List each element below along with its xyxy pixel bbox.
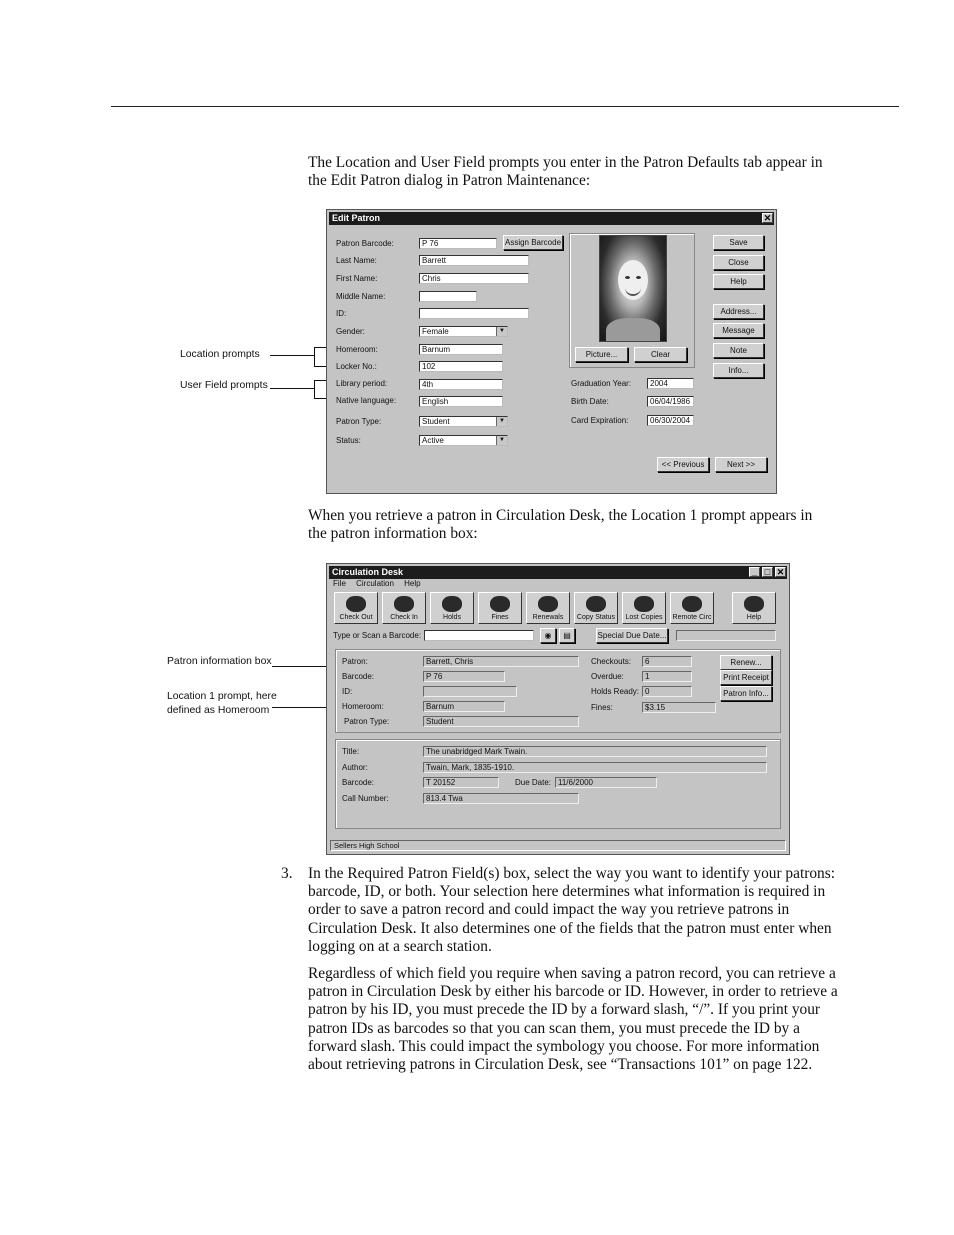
- overdue-value: 1: [642, 671, 692, 682]
- toolbar-help[interactable]: Help: [732, 592, 776, 624]
- menu-bar: [333, 579, 429, 588]
- id-field[interactable]: [419, 308, 529, 319]
- toolbar-holds[interactable]: Holds: [430, 592, 474, 624]
- gender-select[interactable]: [419, 326, 508, 337]
- edit-patron-titlebar: [329, 212, 774, 225]
- callout-line: [270, 355, 314, 356]
- item-title-value: The unabridged Mark Twain.: [423, 746, 767, 757]
- label-last-name: Last Name:: [336, 256, 377, 265]
- scan-barcode-input[interactable]: [424, 630, 534, 641]
- label-id: ID:: [336, 309, 347, 318]
- patron-barcode-field[interactable]: P 76: [419, 238, 497, 249]
- middle-name-field[interactable]: [419, 291, 477, 302]
- item-author-value: Twain, Mark, 1835-1910.: [423, 762, 767, 773]
- callout-line: [270, 388, 314, 389]
- intro-paragraph-2: When you retrieve a patron in Circulation Desk, the Location 1 prompt appears in the patron information box:: [308, 507, 813, 543]
- label-overdue: Overdue:: [591, 672, 624, 681]
- book-icon: ▤: [563, 631, 571, 640]
- label-library-period: Library period:: [336, 379, 388, 388]
- homeroom-value: Barnum: [423, 701, 505, 712]
- last-name-field[interactable]: Barrett: [419, 255, 529, 266]
- toolbar-fines[interactable]: Fines: [478, 592, 522, 624]
- label-homeroom-circ: Homeroom:: [342, 702, 384, 711]
- callout-location1-line2: defined as Homeroom: [167, 705, 270, 716]
- callout-bracket: [314, 398, 326, 399]
- minimize-icon[interactable]: _: [749, 567, 760, 577]
- status-bar: Sellers High School: [330, 840, 786, 851]
- toolbar-check-out[interactable]: Check Out: [334, 592, 378, 624]
- label-due-date: Due Date:: [515, 778, 552, 787]
- gender-value: Female: [422, 327, 449, 336]
- label-card-expiration: Card Expiration:: [571, 416, 629, 425]
- label-middle-name: Middle Name:: [336, 292, 386, 301]
- label-fines: Fines:: [591, 703, 613, 712]
- holds-ready-value: 0: [642, 686, 692, 697]
- fines-value: $3.15: [642, 702, 716, 713]
- label-patron-barcode-circ: Barcode:: [342, 672, 375, 681]
- label-patron-id-circ: ID:: [342, 687, 353, 696]
- book-search-button[interactable]: [559, 628, 575, 643]
- graduation-year-field[interactable]: 2004: [647, 378, 694, 389]
- menu-help[interactable]: Help: [404, 579, 421, 588]
- step-paragraph-1: In the Required Patron Field(s) box, select the way you want to identify your patrons: barcode, ID, or both. Your selection here determines what information is required in order to save a patron record and could impact the way you retrieve patrons in Circulation Desk. It also determines one of the fields that the patron must enter when logging on at a search station.: [308, 865, 836, 955]
- print-receipt-button[interactable]: Print Receipt: [720, 670, 772, 685]
- patron-type-value-circ: Student: [423, 716, 579, 727]
- close-icon[interactable]: ✕: [776, 567, 785, 577]
- patron-photo: [599, 235, 667, 342]
- step-number: 3.: [281, 865, 293, 882]
- item-barcode-value: T 20152: [423, 777, 499, 788]
- clear-button[interactable]: Clear: [634, 347, 687, 362]
- close-button[interactable]: Close: [713, 255, 764, 270]
- circ-titlebar: [329, 566, 787, 579]
- lost-copies-icon: [634, 596, 654, 612]
- fines-icon: [490, 596, 510, 612]
- step-paragraph-2: Regardless of which field you require when saving a patron record, you can retrieve a patron in Circulation Desk by either his barcode or ID. However, in order to retrieve a patron by his ID, you must precede the ID by a forward slash, “/”. If you print your patron IDs as barcodes so that you can scan them, you must precede the ID by a forward slash. This could impact the symbology you choose. For more information about retrieving patrons in Circulation Desk, see “Transactions 101” on page 122.: [308, 965, 838, 1074]
- special-due-date-field: [676, 630, 776, 641]
- label-graduation-year: Graduation Year:: [571, 379, 632, 388]
- label-item-barcode: Barcode:: [342, 778, 375, 787]
- label-homeroom: Homeroom:: [336, 345, 378, 354]
- chevron-down-icon[interactable]: ▼: [496, 417, 507, 426]
- card-expiration-field[interactable]: 06/30/2004: [647, 415, 694, 426]
- label-locker: Locker No.:: [336, 362, 377, 371]
- label-patron: Patron:: [342, 657, 368, 666]
- status-value: Active: [422, 436, 444, 445]
- binoculars-icon: ◉: [544, 631, 552, 640]
- toolbar-check-in[interactable]: Check In: [382, 592, 426, 624]
- intro-paragraph-1: The Location and User Field prompts you enter in the Patron Defaults tab appear in the Edit Patron dialog in Patron Maintenance:: [308, 154, 823, 190]
- address-button[interactable]: Address...: [713, 304, 764, 319]
- native-language-field[interactable]: English: [419, 396, 503, 407]
- due-date-value: 11/6/2000: [555, 777, 657, 788]
- next-button[interactable]: Next >>: [715, 457, 767, 472]
- menu-file[interactable]: File: [333, 579, 346, 588]
- homeroom-field[interactable]: Barnum: [419, 344, 503, 355]
- callout-bracket: [314, 347, 326, 348]
- save-button[interactable]: Save: [713, 235, 764, 250]
- toolbar-lost-copies[interactable]: Lost Copies: [622, 592, 666, 624]
- edit-patron-dialog: [326, 209, 777, 494]
- label-holds-ready: Holds Ready:: [591, 687, 640, 696]
- search-binoculars-button[interactable]: [540, 628, 556, 643]
- label-patron-type-circ: Patron Type:: [344, 717, 390, 726]
- call-number-value: 813.4 Twa: [423, 793, 579, 804]
- label-status: Status:: [336, 436, 361, 445]
- label-patron-type: Patron Type:: [336, 417, 382, 426]
- check-in-icon: [394, 596, 414, 612]
- patron-type-value: Student: [422, 417, 450, 426]
- label-checkouts: Checkouts:: [591, 657, 632, 666]
- header-rule: [111, 106, 899, 107]
- callout-user-field-prompts: User Field prompts: [180, 380, 268, 391]
- label-item-title: Title:: [342, 747, 360, 756]
- callout-bracket: [314, 366, 326, 367]
- patron-type-select[interactable]: [419, 416, 508, 427]
- help-icon: [744, 596, 764, 612]
- renew-button[interactable]: Renew...: [720, 655, 772, 670]
- message-button[interactable]: Message: [713, 323, 764, 338]
- patron-id-value: [423, 686, 517, 697]
- callout-bracket: [314, 380, 326, 381]
- toolbar-copy-status[interactable]: Copy Status: [574, 592, 618, 624]
- library-period-field[interactable]: 4th: [419, 379, 503, 390]
- chevron-down-icon[interactable]: ▼: [496, 436, 507, 445]
- special-due-date-button[interactable]: Special Due Date...: [596, 628, 668, 643]
- label-item-author: Author:: [342, 763, 368, 772]
- check-out-icon: [346, 596, 366, 612]
- callout-bracket: [314, 380, 315, 398]
- locker-field[interactable]: 102: [419, 361, 503, 372]
- callout-location1-line1: Location 1 prompt, here: [167, 691, 277, 702]
- help-button[interactable]: Help: [713, 274, 764, 289]
- circ-title: Circulation Desk: [332, 567, 404, 577]
- callout-patron-info-box: Patron information box: [167, 656, 272, 667]
- checkouts-value: 6: [642, 656, 692, 667]
- toolbar-remote-circ[interactable]: Remote Circ: [670, 592, 714, 624]
- renewals-icon: [538, 596, 558, 612]
- patron-barcode-value: P 76: [423, 671, 505, 682]
- edit-patron-title: Edit Patron: [332, 213, 381, 223]
- callout-location-prompts: Location prompts: [180, 349, 260, 360]
- copy-status-icon: [586, 596, 606, 612]
- toolbar-renewals[interactable]: Renewals: [526, 592, 570, 624]
- callout-bracket: [314, 347, 315, 366]
- first-name-field[interactable]: Chris: [419, 273, 529, 284]
- maximize-icon[interactable]: □: [762, 567, 773, 577]
- note-button[interactable]: Note: [713, 343, 764, 358]
- remote-circ-icon: [682, 596, 702, 612]
- label-birth-date: Birth Date:: [571, 397, 609, 406]
- close-icon[interactable]: ✕: [763, 213, 772, 223]
- assign-barcode-button[interactable]: Assign Barcode: [503, 235, 563, 250]
- picture-button[interactable]: Picture...: [575, 347, 628, 362]
- previous-button[interactable]: << Previous: [657, 457, 709, 472]
- menu-circulation[interactable]: Circulation: [356, 579, 394, 588]
- patron-name-field: Barrett, Chris: [423, 656, 579, 667]
- holds-icon: [442, 596, 462, 612]
- patron-info-button[interactable]: Patron Info...: [720, 686, 772, 701]
- birth-date-field[interactable]: 06/04/1986: [647, 396, 694, 407]
- label-patron-barcode: Patron Barcode:: [336, 239, 394, 248]
- label-native-language: Native language:: [336, 396, 397, 405]
- circulation-desk-window: [326, 563, 790, 855]
- info-button[interactable]: Info...: [713, 363, 764, 378]
- label-first-name: First Name:: [336, 274, 378, 283]
- chevron-down-icon[interactable]: ▼: [496, 327, 507, 336]
- scan-barcode-label: Type or Scan a Barcode:: [333, 631, 422, 640]
- status-select[interactable]: [419, 435, 508, 446]
- label-gender: Gender:: [336, 327, 365, 336]
- label-call-number: Call Number:: [342, 794, 389, 803]
